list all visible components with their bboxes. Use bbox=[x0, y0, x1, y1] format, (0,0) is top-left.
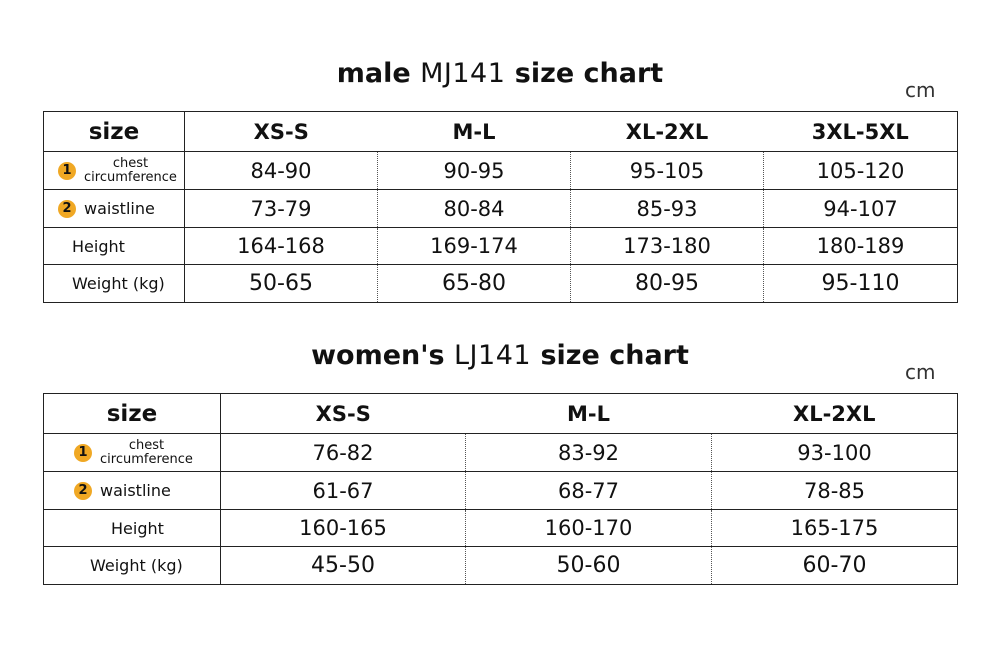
women-unit-label: cm bbox=[905, 360, 936, 384]
table-cell: 169-174 bbox=[378, 228, 571, 265]
table-cell: 93-100 bbox=[712, 434, 958, 472]
size-column-header: 3XL-5XL bbox=[764, 112, 958, 152]
number-one-icon: 1 bbox=[58, 162, 76, 180]
table-row-weight bbox=[44, 265, 958, 303]
chest-label-line1: chest bbox=[112, 155, 149, 171]
row-label-height: Height bbox=[44, 228, 185, 265]
table-cell: 78-85 bbox=[712, 472, 958, 510]
size-column-header: M-L bbox=[466, 394, 712, 434]
chest-label-line2: circumference bbox=[84, 169, 177, 185]
table-cell: 164-168 bbox=[185, 228, 378, 265]
row-label-waistline bbox=[44, 190, 185, 228]
table-cell: 180-189 bbox=[764, 228, 958, 265]
table-row-height bbox=[44, 510, 958, 547]
waistline-label: waistline bbox=[84, 199, 155, 218]
number-one-icon: 1 bbox=[74, 444, 92, 462]
table-cell: 45-50 bbox=[221, 547, 466, 585]
row-label-chest bbox=[44, 152, 185, 190]
table-cell: 90-95 bbox=[378, 152, 571, 190]
male-size-table bbox=[43, 111, 958, 303]
row-label-height: Height bbox=[44, 510, 221, 547]
table-row-weight bbox=[44, 547, 958, 585]
number-two-icon: 2 bbox=[74, 482, 92, 500]
table-row-waistline bbox=[44, 190, 958, 228]
male-title-word: male bbox=[336, 58, 411, 89]
table-cell: 68-77 bbox=[466, 472, 712, 510]
table-cell: 95-110 bbox=[764, 265, 958, 303]
table-cell: 60-70 bbox=[712, 547, 958, 585]
women-size-table bbox=[43, 393, 958, 585]
male-chart-title bbox=[0, 58, 1000, 89]
table-cell: 76-82 bbox=[221, 434, 466, 472]
chest-label-line2: circumference bbox=[100, 451, 193, 467]
women-title-word: women's bbox=[311, 340, 445, 371]
size-column-header: XL-2XL bbox=[712, 394, 958, 434]
women-title-code: LJ141 bbox=[454, 340, 532, 371]
table-row-waistline bbox=[44, 472, 958, 510]
row-label-waistline bbox=[44, 472, 221, 510]
size-column-header: M-L bbox=[378, 112, 571, 152]
table-cell: 165-175 bbox=[712, 510, 958, 547]
number-two-icon: 2 bbox=[58, 200, 76, 218]
male-unit-label: cm bbox=[905, 78, 936, 102]
row-label-weight: Weight (kg) bbox=[44, 547, 221, 585]
table-cell: 80-95 bbox=[571, 265, 764, 303]
table-header-row bbox=[44, 394, 958, 434]
table-cell: 94-107 bbox=[764, 190, 958, 228]
table-cell: 83-92 bbox=[466, 434, 712, 472]
table-row-chest bbox=[44, 434, 958, 472]
chest-label-line1: chest bbox=[128, 437, 165, 453]
table-header-row bbox=[44, 112, 958, 152]
women-title-rest: size chart bbox=[540, 340, 689, 371]
table-cell: 50-65 bbox=[185, 265, 378, 303]
table-cell: 61-67 bbox=[221, 472, 466, 510]
size-column-header: XS-S bbox=[221, 394, 466, 434]
table-cell: 84-90 bbox=[185, 152, 378, 190]
size-column-header: XL-2XL bbox=[571, 112, 764, 152]
women-chart-title bbox=[0, 340, 1000, 371]
waistline-label: waistline bbox=[100, 481, 171, 500]
table-cell: 160-165 bbox=[221, 510, 466, 547]
table-cell: 73-79 bbox=[185, 190, 378, 228]
male-title-rest: size chart bbox=[514, 58, 664, 89]
table-cell: 65-80 bbox=[378, 265, 571, 303]
row-label-chest bbox=[44, 434, 221, 472]
row-label-weight: Weight (kg) bbox=[44, 265, 185, 303]
table-row-chest bbox=[44, 152, 958, 190]
table-row-height bbox=[44, 228, 958, 265]
size-header: size bbox=[44, 394, 221, 434]
size-column-header: XS-S bbox=[185, 112, 378, 152]
table-cell: 160-170 bbox=[466, 510, 712, 547]
table-cell: 95-105 bbox=[571, 152, 764, 190]
table-cell: 50-60 bbox=[466, 547, 712, 585]
male-title-code: MJ141 bbox=[420, 58, 506, 89]
table-cell: 173-180 bbox=[571, 228, 764, 265]
table-cell: 105-120 bbox=[764, 152, 958, 190]
table-cell: 80-84 bbox=[378, 190, 571, 228]
size-header: size bbox=[44, 112, 185, 152]
table-cell: 85-93 bbox=[571, 190, 764, 228]
